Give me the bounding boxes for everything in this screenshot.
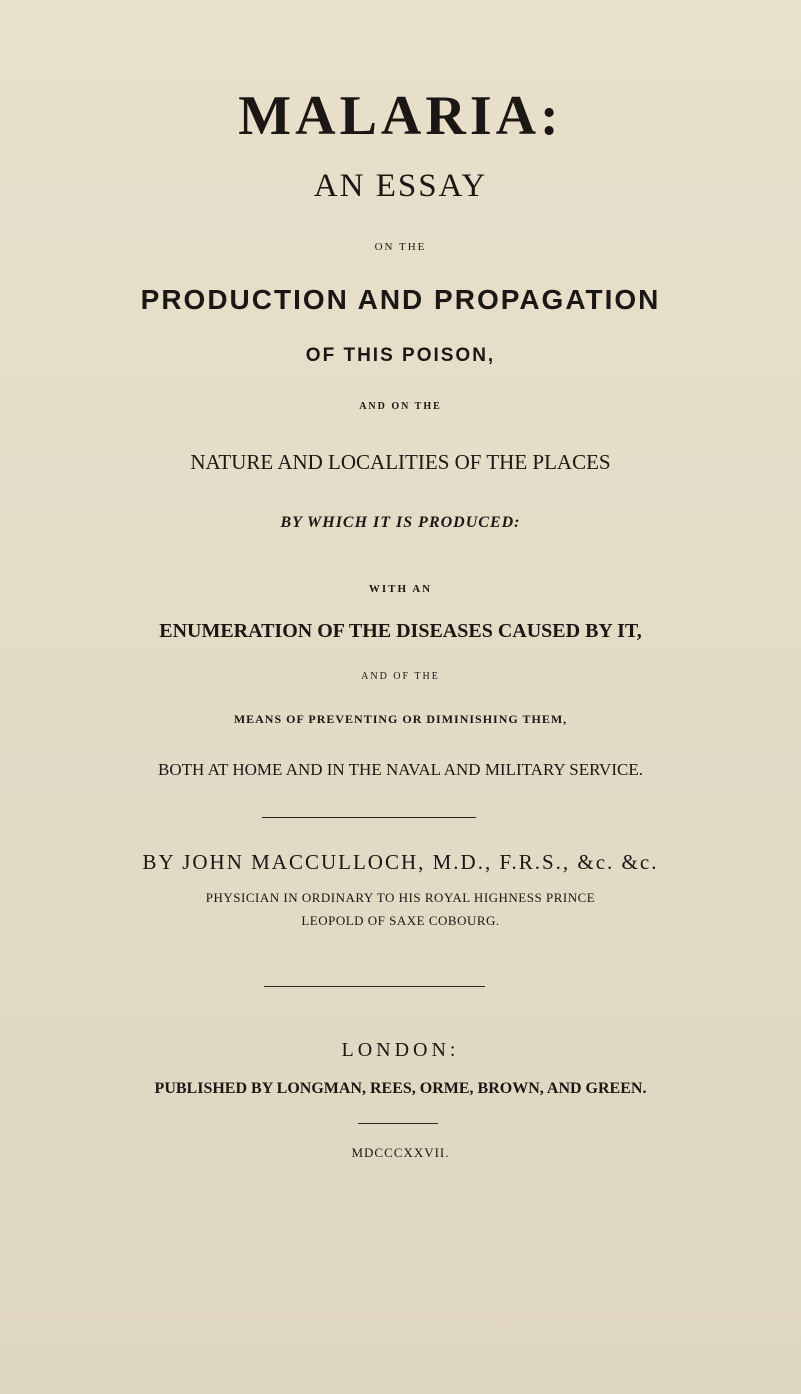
on-the-text: ON THE [374, 241, 427, 253]
imprint-publisher: PUBLISHED BY LONGMAN, REES, ORME, BROWN, AND GREEN. [154, 1080, 647, 1097]
and-on-the-text: AND ON THE [359, 401, 442, 412]
of-this-poison-text: OF THIS POISON, [305, 345, 496, 366]
both-line: BOTH AT HOME AND IN THE NAVAL AND MILITARY SERVICE. [158, 760, 643, 779]
divider-rule-3 [358, 1123, 438, 1124]
author-position-line-2: LEOPOLD OF SAXE COBOURG. [301, 913, 500, 928]
production-line: PRODUCTION AND PROPAGATION [140, 284, 661, 315]
nature-line: NATURE AND LOCALITIES OF THE PLACES [190, 450, 611, 474]
enumeration-line: ENUMERATION OF THE DISEASES CAUSED BY IT, [159, 620, 642, 642]
by-which-line: BY WHICH IT IS PRODUCED: [280, 514, 521, 531]
with-an-text: WITH AN [368, 583, 433, 595]
subtitle: AN ESSAY [313, 168, 488, 204]
means-line: MEANS OF PREVENTING OR DIMINISHING THEM, [233, 712, 568, 726]
divider-rule-1 [262, 817, 476, 818]
author-position-line-1: PHYSICIAN IN ORDINARY TO HIS ROYAL HIGHNESS PRINCE [205, 890, 596, 905]
imprint-city: LONDON: [341, 1039, 460, 1061]
and-of-the-text: AND OF THE [361, 671, 440, 682]
author-byline: BY JOHN MACCULLOCH, M.D., F.R.S., &c. &c. [142, 850, 659, 874]
main-title: MALARIA: [238, 85, 563, 147]
divider-rule-2 [264, 986, 485, 987]
imprint-year: MDCCCXXVII. [351, 1145, 450, 1160]
